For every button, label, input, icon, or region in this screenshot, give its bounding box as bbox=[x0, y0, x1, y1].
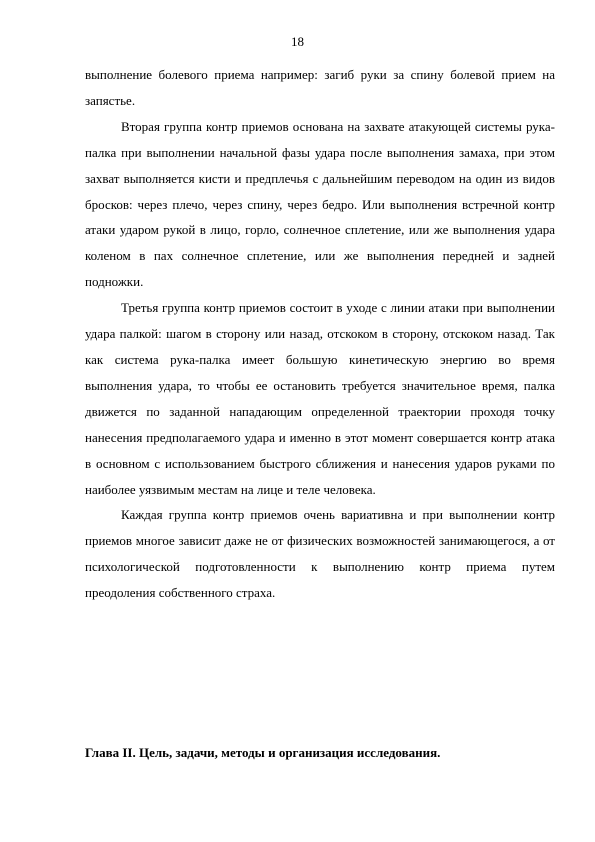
paragraph-second-group: Вторая группа контр приемов основана на захвате атакующей системы рука-палка при выполнении начальной фазы удара после выполнения замаха, при этом захват выполняется кисти и предплечья с дальнейшим переводом на один из видов бросков: через плечо, через спину, через бедро. Или выполнения встречной контр атаки ударом рукой в лицо, горло, солнечное сплетение, или же выполнения удара коленом в пах солнечное сплетение, или же выполнения передней и задней подножки. bbox=[85, 118, 555, 290]
chapter-title: Глава II. Цель, задачи, методы и организация исследования. bbox=[85, 745, 441, 760]
paragraph-third-group: Третья группа контр приемов состоит в уходе с линии атаки при выполнении удара палкой: шагом в сторону или назад, отскоком в сторону, отскоком назад. Так как система рука-палка имеет большую кинетическую энергию во время выполнения удара, то чтобы ее остановить требуется значительное время, палка движется по заданной нападающим определенной траектории проходя точку нанесения предполагаемого удара и именно в этот момент совершается контр атака в основном с использованием быстрого сближения и нанесения ударов руками по наиболее уязвимым местам на лице и теле человека. bbox=[85, 300, 555, 497]
paragraph-each-group: Каждая группа контр приемов очень вариативна и при выполнении контр приемов многое зависит даже не от физических возможностей занимающегося, а от психологической подготовленности к выполнению контр приема путем преодоления собственного страха. bbox=[85, 507, 555, 601]
paragraph-continuation: выполнение болевого приема например: загиб руки за спину болевой прием на запястье. bbox=[85, 67, 555, 108]
page-number: 18 bbox=[291, 34, 304, 49]
body-text bbox=[85, 62, 555, 606]
